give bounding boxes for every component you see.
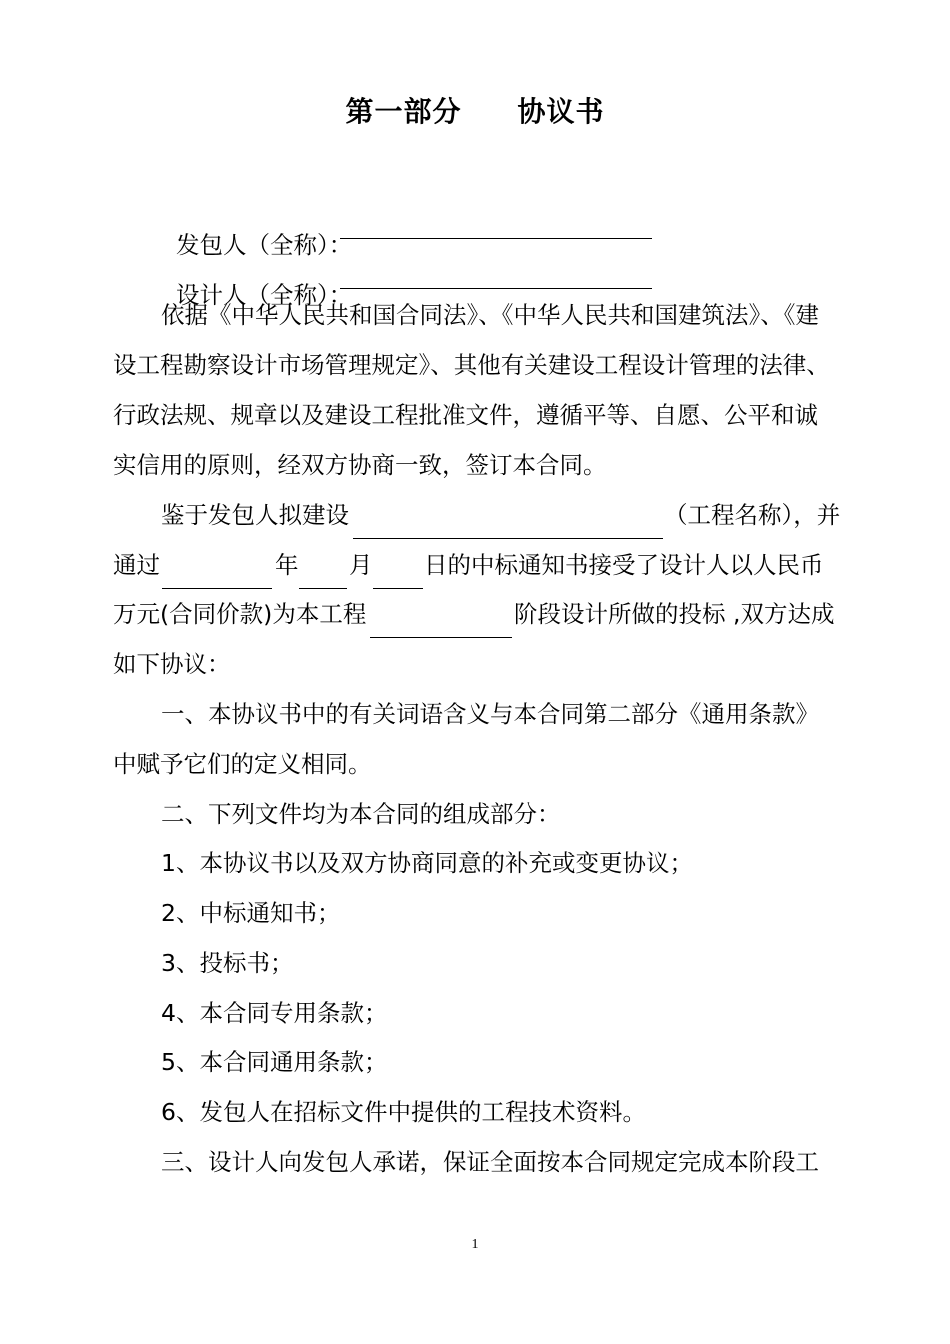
design-stage-blank[interactable]	[370, 607, 512, 638]
basis-line-2: 设工程勘察设计市场管理规定》、其他有关建设工程设计管理的法律、	[113, 351, 830, 379]
page-title	[0, 94, 950, 130]
basis-line-3: 行政法规、规章以及建设工程批准文件，遵循平等、自愿、公平和诚	[113, 401, 818, 429]
year-label: 年	[275, 551, 299, 579]
designer-label: 设计人（全称）：	[175, 281, 353, 309]
day-blank[interactable]	[373, 558, 423, 589]
clause3-line-1: 三、设计人向发包人承诺，保证全面按本合同规定完成本阶段工	[161, 1148, 819, 1176]
doc-item-6: 6、发包人在招标文件中提供的工程技术资料。	[161, 1098, 646, 1126]
whereas-line-4: 如下协议：	[113, 650, 231, 678]
doc-item-3: 3、投标书；	[161, 949, 294, 977]
month-blank[interactable]	[299, 558, 347, 589]
doc-item-2: 2、中标通知书；	[161, 899, 341, 927]
basis-line-1: 依据《中华人民共和国合同法》、《中华人民共和国建筑法》、《建	[161, 301, 819, 329]
clause1-line-2: 中赋予它们的定义相同。	[113, 750, 372, 778]
whereas-line-2a: 通过	[113, 551, 160, 579]
whereas-line-3a: 万元(合同价款)为本工程	[113, 600, 367, 628]
clause2-heading: 二、下列文件均为本合同的组成部分：	[161, 800, 561, 828]
whereas-line-2b: 日的中标通知书接受了设计人以人民币	[424, 551, 824, 579]
doc-item-4: 4、本合同专用条款；	[161, 999, 388, 1027]
title-part: 第一部分	[345, 95, 462, 128]
page-number: 1	[471, 1237, 479, 1252]
doc-item-5: 5、本合同通用条款；	[161, 1048, 388, 1076]
whereas-line-1b: （工程名称），并	[664, 501, 841, 529]
doc-item-1: 1、本协议书以及双方协商同意的补充或变更协议；	[161, 849, 693, 877]
clause1-line-1: 一、本协议书中的有关词语含义与本合同第二部分《通用条款》	[161, 700, 819, 728]
month-label: 月	[349, 551, 373, 579]
project-name-blank[interactable]	[353, 508, 663, 539]
title-name: 协议书	[517, 95, 605, 128]
basis-line-4: 实信用的原则，经双方协商一致，签订本合同。	[113, 451, 607, 479]
year-blank[interactable]	[162, 558, 272, 589]
whereas-line-1a: 鉴于发包人拟建设	[161, 501, 349, 529]
designer-name-blank[interactable]	[340, 258, 652, 289]
employer-name-blank[interactable]	[340, 208, 652, 239]
whereas-line-3b: 阶段设计所做的投标 ,双方达成	[514, 600, 835, 628]
employer-label: 发包人（全称）：	[175, 231, 353, 259]
